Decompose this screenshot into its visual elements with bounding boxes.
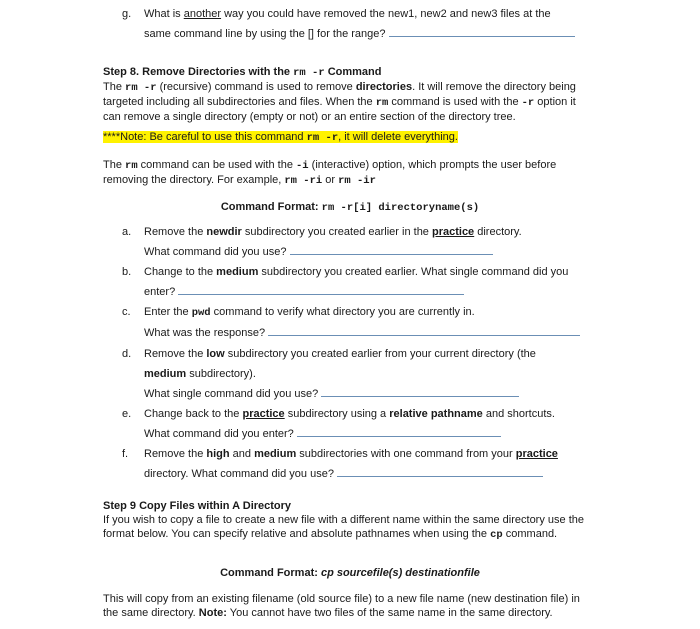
- question-label: e.: [122, 408, 132, 420]
- command: -r: [521, 97, 535, 109]
- text: command to verify what directory you are currently in.: [210, 306, 475, 318]
- command: rm: [375, 97, 389, 109]
- step8-section: [103, 65, 593, 124]
- bold-text: directories: [355, 81, 413, 93]
- question-c: [122, 302, 592, 343]
- command: rm -ri: [284, 175, 323, 187]
- interactive-option-paragraph: [103, 158, 593, 188]
- question-label: f.: [122, 448, 129, 460]
- question-label: g.: [122, 8, 132, 20]
- question-g: [122, 4, 592, 44]
- answer-line[interactable]: [337, 466, 543, 477]
- text: Remove the: [144, 348, 207, 360]
- command: cp: [490, 529, 503, 541]
- answer-line[interactable]: [268, 325, 580, 336]
- question-label: b.: [122, 266, 132, 278]
- text: (recursive) command is used to remove: [156, 81, 356, 93]
- text: command can be used with the: [137, 159, 296, 171]
- bold-text: newdir: [206, 226, 242, 238]
- format-label: Command Format:: [220, 201, 322, 213]
- text: command.: [502, 528, 558, 540]
- text: and shortcuts.: [482, 408, 555, 420]
- text: (interactive) option, which prompts the user before removing the directory. For example,: [103, 159, 557, 186]
- text: enter?: [144, 286, 176, 298]
- text: This will copy from an existing filename (old source file) to a new file name (new destination file) in the same directory.: [103, 593, 580, 619]
- step8-paragraph: [103, 80, 593, 124]
- underlined-text: practice: [515, 448, 558, 460]
- text: subdirectory you created earlier. What single command did you: [258, 266, 569, 278]
- text: Remove the: [144, 448, 207, 460]
- answer-line[interactable]: [389, 26, 575, 37]
- text: directory.: [474, 226, 522, 238]
- step9-paragraph: [103, 513, 593, 542]
- note-command: rm -r: [306, 132, 339, 144]
- bold-text: Note:: [198, 607, 227, 619]
- text: Change to the: [144, 266, 217, 278]
- text: You cannot have two files of the same name in the same directory.: [226, 607, 553, 619]
- question-text: What single command did you use?: [144, 388, 319, 400]
- question-a: [122, 222, 592, 262]
- text: directory. What command did you use?: [144, 468, 334, 480]
- command: rm -ir: [338, 175, 376, 187]
- question-d: [122, 344, 592, 404]
- question-text: What was the response?: [144, 327, 266, 339]
- command: rm: [125, 160, 138, 172]
- underlined-text: practice: [242, 408, 285, 420]
- text: subdirectory you created earlier in the: [241, 226, 432, 238]
- question-e: [122, 404, 592, 444]
- highlighted-note: [103, 131, 458, 143]
- question-text: What command did you use?: [144, 246, 287, 258]
- underlined-text: practice: [431, 226, 475, 238]
- format-command: rm -r[i] directoryname(s): [321, 202, 480, 214]
- title-command: rm -r: [293, 67, 325, 79]
- question-label: d.: [122, 348, 132, 360]
- title-text: Command: [324, 66, 382, 78]
- step8-command-format: [0, 201, 700, 214]
- text: option it can remove a single directory (empty or not) or an entire section of the directory tree.: [103, 96, 576, 123]
- question-b: [122, 262, 592, 302]
- step9-section: [103, 499, 593, 542]
- question-text: What command did you enter?: [144, 428, 294, 440]
- bold-text: low: [206, 348, 225, 360]
- bold-text: medium: [144, 368, 187, 380]
- bold-text: medium: [216, 266, 259, 278]
- text: subdirectories with one command from your: [296, 448, 516, 460]
- answer-line[interactable]: [297, 426, 501, 437]
- text: or: [322, 174, 339, 186]
- format-command: cp sourcefile(s) destinationfile: [320, 567, 480, 579]
- command: rm -r: [125, 82, 157, 94]
- bold-text: medium: [254, 448, 297, 460]
- command: -i: [296, 160, 309, 172]
- text: Remove the: [144, 226, 207, 238]
- text: If you wish to copy a file to create a new file with a different name within the same directory use the format below. You can specify relative and absolute pathnames when using the: [103, 514, 584, 540]
- note-text: ****Note: Be careful to use this command: [103, 131, 307, 143]
- text: subdirectory using a: [284, 408, 390, 420]
- question-text: way you could have removed the new1, new2 and new3 files at the: [221, 8, 551, 20]
- title-text: Step 8. Remove Directories with the: [103, 66, 294, 78]
- text: and: [229, 448, 255, 460]
- text: . It will remove the directory being targeted including all subdirectories and files. When the: [103, 81, 576, 108]
- step9-command-format: [0, 567, 700, 579]
- command: pwd: [191, 307, 211, 319]
- bold-text: relative pathname: [389, 408, 483, 420]
- step8-title: [103, 65, 593, 80]
- bold-text: high: [206, 448, 230, 460]
- question-text: same command line by using the [] for the range?: [144, 28, 386, 40]
- underlined-word: another: [183, 8, 222, 20]
- question-f: [122, 444, 592, 484]
- text: subdirectory).: [186, 368, 256, 380]
- warning-note: [103, 130, 593, 145]
- text: The: [103, 159, 126, 171]
- step9-title: Step 9 Copy Files within A Directory: [103, 500, 292, 512]
- format-label: Command Format:: [220, 567, 321, 579]
- answer-line[interactable]: [290, 244, 493, 255]
- question-label: c.: [122, 306, 131, 318]
- text: subdirectory you created earlier from your current directory (the: [224, 348, 536, 360]
- note-text: , it will delete everything.: [338, 131, 458, 143]
- step9-note-paragraph: [103, 592, 593, 620]
- text: Enter the: [144, 306, 192, 318]
- answer-line[interactable]: [321, 386, 519, 397]
- text: The: [103, 81, 126, 93]
- question-label: a.: [122, 226, 132, 238]
- text: Change back to the: [144, 408, 243, 420]
- text: command is used with the: [388, 96, 522, 108]
- answer-line[interactable]: [178, 284, 464, 295]
- question-text: What is: [144, 8, 184, 20]
